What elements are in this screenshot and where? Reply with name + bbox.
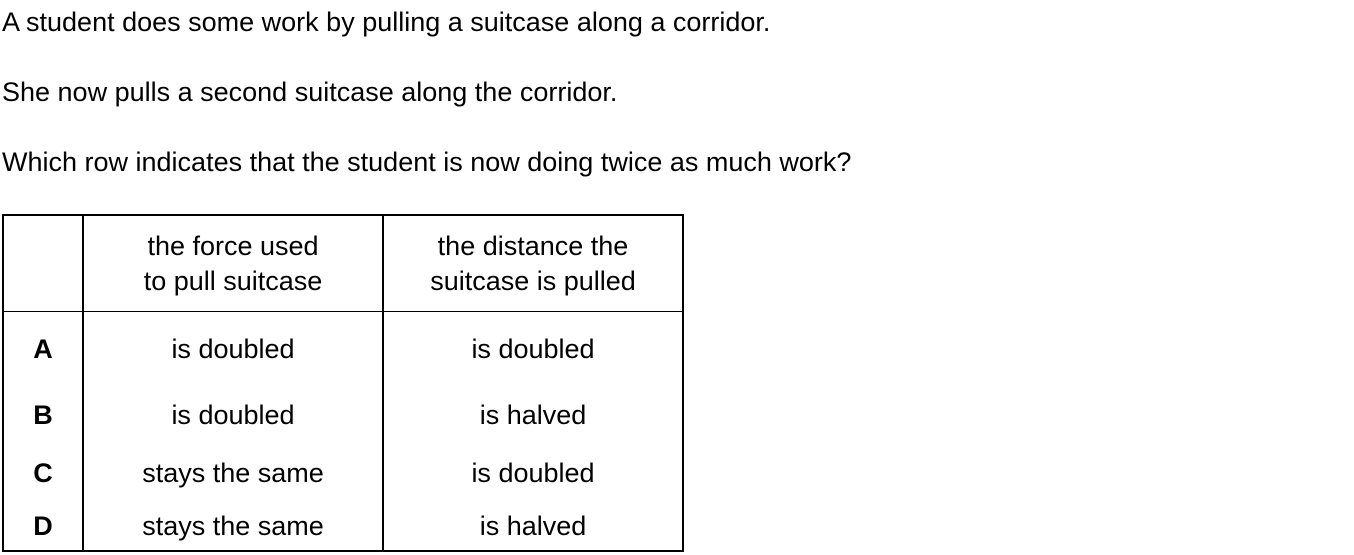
row-force: is doubled — [83, 386, 383, 444]
row-key: D — [3, 502, 83, 551]
row-force: stays the same — [83, 444, 383, 502]
header-force — [83, 215, 383, 312]
row-distance: is halved — [383, 502, 683, 551]
table-row-a — [3, 312, 683, 387]
header-distance-line-1: the distance the — [437, 230, 629, 261]
header-force-line-2: to pull suitcase — [143, 265, 323, 296]
table-row-b — [3, 386, 683, 444]
row-distance: is halved — [383, 386, 683, 444]
table-header-row — [3, 215, 683, 312]
row-force: stays the same — [83, 502, 383, 551]
question-stem-line-1: A student does some work by pulling a suitcase along a corridor. — [2, 7, 771, 37]
row-key: C — [3, 444, 83, 502]
table-row-d — [3, 502, 683, 551]
answer-options-table — [2, 214, 684, 552]
table-row-c — [3, 444, 683, 502]
header-distance — [383, 215, 683, 312]
row-distance: is doubled — [383, 444, 683, 502]
row-key: B — [3, 386, 83, 444]
header-force-line-1: the force used — [147, 230, 319, 261]
header-key-cell — [3, 215, 83, 312]
row-distance: is doubled — [383, 312, 683, 387]
question-stem-line-2: She now pulls a second suitcase along the corridor. — [2, 77, 618, 107]
header-distance-line-2: suitcase is pulled — [430, 265, 636, 296]
question-prompt: Which row indicates that the student is now doing twice as much work? — [2, 147, 852, 177]
row-force: is doubled — [83, 312, 383, 387]
row-key: A — [3, 312, 83, 387]
